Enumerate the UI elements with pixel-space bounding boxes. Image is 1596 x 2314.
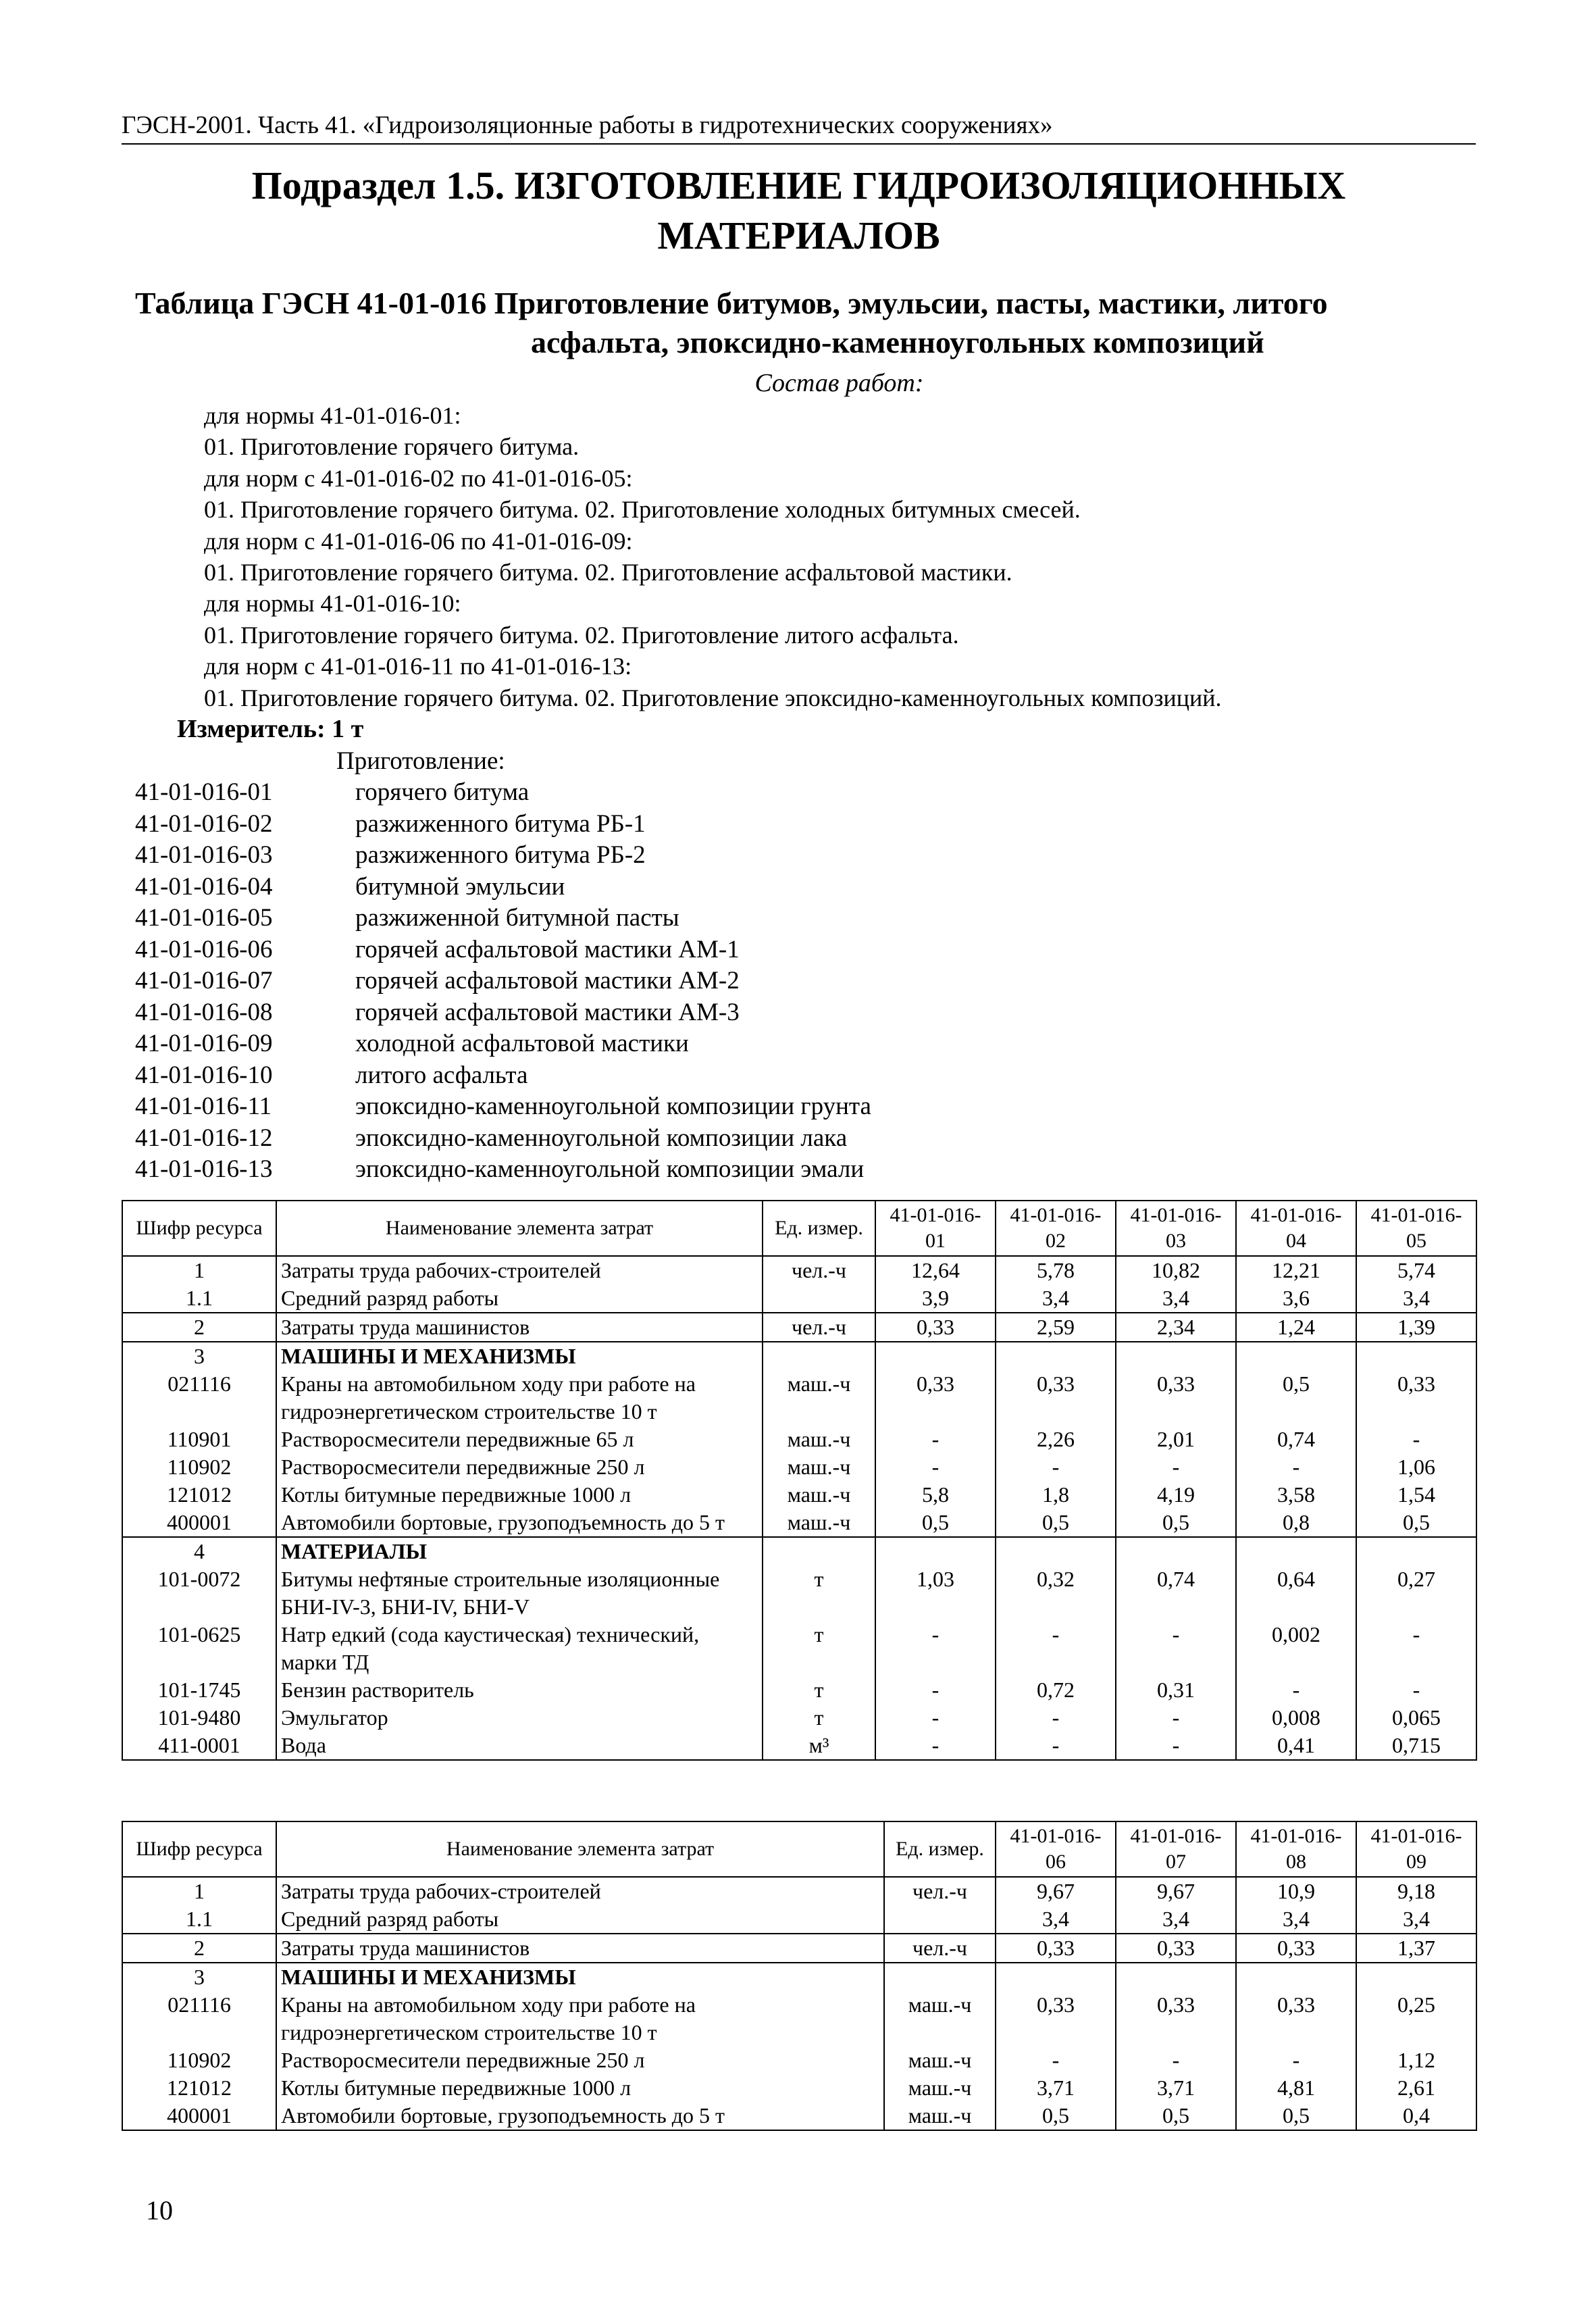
section-title: МАТЕРИАЛЫ <box>276 1537 763 1565</box>
row-name: Битумы нефтяные строительные изоляционные БНИ-IV-3, БНИ-IV, БНИ-V <box>276 1565 763 1621</box>
col-header-unit: Ед. измер. <box>763 1201 875 1256</box>
row-value: 2,34 <box>1116 1313 1236 1342</box>
row-code: 400001 <box>122 1509 276 1537</box>
col-header-norm: 41-01-016-09 <box>1356 1821 1476 1877</box>
norm-name: разжиженного битума РБ-2 <box>355 841 646 869</box>
table-row <box>122 1732 1476 1760</box>
subsection-title-line1: Подраздел 1.5. ИЗГОТОВЛЕНИЕ ГИДРОИЗОЛЯЦИОННЫХ <box>251 164 1346 207</box>
row-value <box>1116 1342 1236 1370</box>
row-unit: маш.-ч <box>884 1991 996 2046</box>
norm-row <box>135 809 1283 840</box>
row-value: 0,27 <box>1356 1565 1476 1621</box>
row-value: 3,9 <box>875 1284 996 1313</box>
row-unit: маш.-ч <box>763 1426 875 1453</box>
row-value: 1,06 <box>1356 1453 1476 1481</box>
row-value: 9,67 <box>996 1877 1116 1905</box>
row-name: Котлы битумные передвижные 1000 л <box>276 2074 884 2102</box>
norm-code: 41-01-016-04 <box>135 872 273 901</box>
norm-code: 41-01-016-13 <box>135 1155 273 1183</box>
row-value: 3,4 <box>1356 1284 1476 1313</box>
subsection-title <box>122 161 1476 261</box>
row-value: 0,33 <box>1116 1991 1236 2046</box>
col-header-code: Шифр ресурса <box>122 1821 276 1877</box>
row-name: Краны на автомобильном ходу при работе на гидроэнергетическом строительстве 10 т <box>276 1370 763 1426</box>
norm-code: 41-01-016-01 <box>135 778 273 806</box>
row-value: 0,5 <box>1356 1509 1476 1537</box>
row-unit: т <box>763 1621 875 1676</box>
norm-code: 41-01-016-05 <box>135 904 273 932</box>
row-value: 0,33 <box>996 1370 1116 1426</box>
resource-table-2 <box>122 1821 1477 2131</box>
norm-name: горячей асфальтовой мастики АМ-2 <box>355 967 740 995</box>
row-value: 3,4 <box>996 1284 1116 1313</box>
row-value: 4,81 <box>1236 2074 1356 2102</box>
work-line: 01. Приготовление горячего битума. 02. Приготовление холодных битумных смесей. <box>204 496 1081 524</box>
row-value: - <box>875 1426 996 1453</box>
row-value: 0,5 <box>1116 2102 1236 2130</box>
row-name: Затраты труда машинистов <box>276 1313 763 1342</box>
row-value: - <box>875 1676 996 1704</box>
row-code: 2 <box>122 1313 276 1342</box>
row-unit <box>763 1342 875 1370</box>
row-value: 0,065 <box>1356 1704 1476 1732</box>
row-value: 3,4 <box>1116 1284 1236 1313</box>
meter <box>177 713 363 745</box>
table-row <box>122 2102 1476 2130</box>
section-title: МАШИНЫ И МЕХАНИЗМЫ <box>276 1342 763 1370</box>
row-value: 0,33 <box>875 1370 996 1426</box>
page-number: 10 <box>146 2195 173 2225</box>
row-value: - <box>996 1453 1116 1481</box>
work-line: 01. Приготовление горячего битума. <box>204 433 580 461</box>
row-code: 110902 <box>122 2046 276 2074</box>
row-unit <box>884 1963 996 1991</box>
row-value <box>875 1537 996 1565</box>
row-value: - <box>1236 1453 1356 1481</box>
row-value: 2,61 <box>1356 2074 1476 2102</box>
row-value: 0,8 <box>1236 1509 1356 1537</box>
row-value: 3,4 <box>1356 1905 1476 1934</box>
norm-code: 41-01-016-02 <box>135 809 273 838</box>
norm-name: эпоксидно-каменноугольной композиции грунта <box>355 1092 871 1120</box>
col-header-norm: 41-01-016-01 <box>875 1201 996 1256</box>
col-header-norm: 41-01-016-02 <box>996 1201 1116 1256</box>
row-code: 101-1745 <box>122 1676 276 1704</box>
row-unit: маш.-ч <box>763 1509 875 1537</box>
preparation-label: Приготовление: <box>336 747 505 775</box>
col-header-norm: 41-01-016-04 <box>1236 1201 1356 1256</box>
row-value: 3,4 <box>1116 1905 1236 1934</box>
norm-name: горячей асфальтовой мастики АМ-1 <box>355 935 740 963</box>
row-name: Автомобили бортовые, грузоподъемность до 5 т <box>276 1509 763 1537</box>
row-value: 1,54 <box>1356 1481 1476 1509</box>
row-value: - <box>996 1732 1116 1760</box>
table-title <box>135 284 1472 362</box>
row-code: 3 <box>122 1963 276 1991</box>
row-value: 0,33 <box>1236 1991 1356 2046</box>
work-line: для нормы 41-01-016-01: <box>204 402 461 429</box>
row-value: 0,41 <box>1236 1732 1356 1760</box>
norm-code: 41-01-016-03 <box>135 841 273 869</box>
row-value: 0,4 <box>1356 2102 1476 2130</box>
norm-name: эпоксидно-каменноугольной композиции лака <box>355 1124 848 1152</box>
work-line: 01. Приготовление горячего битума. 02. Приготовление литого асфальта. <box>204 621 959 649</box>
work-composition-heading: Состав работ: <box>754 369 924 397</box>
norm-name: разжиженного битума РБ-1 <box>355 809 646 838</box>
row-value: - <box>996 1704 1116 1732</box>
col-header-norm: 41-01-016-03 <box>1116 1201 1236 1256</box>
col-header-norm: 41-01-016-07 <box>1116 1821 1236 1877</box>
col-header-code: Шифр ресурса <box>122 1201 276 1256</box>
row-name: Автомобили бортовые, грузоподъемность до 5 т <box>276 2102 884 2130</box>
col-header-norm: 41-01-016-08 <box>1236 1821 1356 1877</box>
row-name: Растворосмесители передвижные 65 л <box>276 1426 763 1453</box>
row-value <box>996 1342 1116 1370</box>
subsection-title-line2: МАТЕРИАЛОВ <box>657 213 940 257</box>
row-value: 0,31 <box>1116 1676 1236 1704</box>
norm-row <box>135 1154 1283 1186</box>
table-section-row <box>122 1963 1476 1991</box>
row-value: 0,5 <box>1116 1509 1236 1537</box>
row-value: - <box>1116 1453 1236 1481</box>
norm-code: 41-01-016-09 <box>135 1030 273 1057</box>
row-value: - <box>1356 1621 1476 1676</box>
work-line: для нормы 41-01-016-10: <box>204 590 461 618</box>
row-value: 5,8 <box>875 1481 996 1509</box>
row-value: - <box>1356 1676 1476 1704</box>
norm-row <box>135 777 1283 809</box>
table-row <box>122 1877 1476 1905</box>
row-code: 101-0625 <box>122 1621 276 1676</box>
row-code: 2 <box>122 1934 276 1963</box>
row-code: 411-0001 <box>122 1732 276 1760</box>
work-line: 01. Приготовление горячего битума. 02. Приготовление асфальтовой мастики. <box>204 559 1012 586</box>
row-unit: м³ <box>763 1732 875 1760</box>
norm-row <box>135 903 1283 934</box>
row-value: 0,74 <box>1236 1426 1356 1453</box>
row-value: 0,32 <box>996 1565 1116 1621</box>
row-unit: т <box>763 1704 875 1732</box>
row-unit: маш.-ч <box>884 2046 996 2074</box>
row-code: 400001 <box>122 2102 276 2130</box>
row-name: Растворосмесители передвижные 250 л <box>276 1453 763 1481</box>
row-code: 1 <box>122 1877 276 1905</box>
norm-list <box>135 777 1283 1186</box>
row-code: 021116 <box>122 1370 276 1426</box>
row-unit: маш.-ч <box>763 1370 875 1426</box>
table-row <box>122 1370 1476 1426</box>
row-value: - <box>875 1732 996 1760</box>
row-value <box>996 1537 1116 1565</box>
row-code: 110901 <box>122 1426 276 1453</box>
row-unit: маш.-ч <box>884 2102 996 2130</box>
norm-row <box>135 997 1283 1029</box>
norm-code: 41-01-016-07 <box>135 967 273 995</box>
row-code: 121012 <box>122 2074 276 2102</box>
row-value: 0,5 <box>875 1509 996 1537</box>
work-line: для норм с 41-01-016-11 по 41-01-016-13: <box>204 653 632 680</box>
row-name: Средний разряд работы <box>276 1905 884 1934</box>
row-value: 0,5 <box>996 2102 1116 2130</box>
norm-name: эпоксидно-каменноугольной композиции эмали <box>355 1155 865 1183</box>
norm-name: горячей асфальтовой мастики АМ-3 <box>355 998 740 1026</box>
row-name: Затраты труда рабочих-строителей <box>276 1256 763 1284</box>
row-value: - <box>996 2046 1116 2074</box>
table-section-row <box>122 1342 1476 1370</box>
norm-name: разжиженной битумной пасты <box>355 904 679 932</box>
row-value <box>875 1342 996 1370</box>
norm-row <box>135 1091 1283 1123</box>
row-value: 0,33 <box>996 1934 1116 1963</box>
row-value <box>1116 1537 1236 1565</box>
table-title-line2: асфальта, эпоксидно-каменноугольных композиций <box>531 325 1264 359</box>
norm-row <box>135 840 1283 872</box>
row-value: 0,715 <box>1356 1732 1476 1760</box>
row-value: 0,72 <box>996 1676 1116 1704</box>
row-value: 2,01 <box>1116 1426 1236 1453</box>
table-row <box>122 1565 1476 1621</box>
row-unit: чел.-ч <box>763 1256 875 1284</box>
row-code: 101-9480 <box>122 1704 276 1732</box>
table-row <box>122 1934 1476 1963</box>
row-value <box>1236 1342 1356 1370</box>
row-unit: маш.-ч <box>884 2074 996 2102</box>
table-row <box>122 1905 1476 1934</box>
row-value: 12,64 <box>875 1256 996 1284</box>
row-value: - <box>996 1621 1116 1676</box>
row-value: 0,74 <box>1116 1565 1236 1621</box>
row-value <box>1116 1963 1236 1991</box>
col-header-unit: Ед. измер. <box>884 1821 996 1877</box>
work-line: для норм с 41-01-016-02 по 41-01-016-05: <box>204 464 633 492</box>
row-value: 0,33 <box>875 1313 996 1342</box>
row-code: 101-0072 <box>122 1565 276 1621</box>
row-value: 2,59 <box>996 1313 1116 1342</box>
row-unit: т <box>763 1565 875 1621</box>
row-value: 0,33 <box>1236 1934 1356 1963</box>
meter-value: 1 т <box>332 715 364 743</box>
table-row <box>122 1509 1476 1537</box>
header-rule <box>122 143 1476 145</box>
row-name: Средний разряд работы <box>276 1284 763 1313</box>
row-unit: маш.-ч <box>763 1453 875 1481</box>
row-unit <box>763 1284 875 1313</box>
row-value <box>996 1963 1116 1991</box>
meter-label: Измеритель: <box>177 715 326 743</box>
norm-row <box>135 872 1283 903</box>
row-value: 1,03 <box>875 1565 996 1621</box>
row-value: 0,5 <box>1236 1370 1356 1426</box>
row-code: 4 <box>122 1537 276 1565</box>
row-code: 1.1 <box>122 1284 276 1313</box>
row-value: - <box>1116 1704 1236 1732</box>
row-value: 1,39 <box>1356 1313 1476 1342</box>
row-value: 12,21 <box>1236 1256 1356 1284</box>
row-unit: чел.-ч <box>884 1877 996 1905</box>
row-value: - <box>1356 1426 1476 1453</box>
row-value: - <box>1116 1621 1236 1676</box>
table-row <box>122 1313 1476 1342</box>
running-header: ГЭСН-2001. Часть 41. «Гидроизоляционные работы в гидротехнических сооружениях» <box>122 111 1053 139</box>
row-unit: чел.-ч <box>763 1313 875 1342</box>
row-value: 0,002 <box>1236 1621 1356 1676</box>
row-value: - <box>875 1621 996 1676</box>
norm-name: литого асфальта <box>355 1061 528 1089</box>
table-row <box>122 1991 1476 2046</box>
row-value: 5,74 <box>1356 1256 1476 1284</box>
row-value: 3,4 <box>996 1905 1116 1934</box>
col-header-norm: 41-01-016-05 <box>1356 1201 1476 1256</box>
col-header-norm: 41-01-016-06 <box>996 1821 1116 1877</box>
norm-code: 41-01-016-10 <box>135 1061 273 1089</box>
norm-name: холодной асфальтовой мастики <box>355 1030 689 1057</box>
row-value: 0,5 <box>996 1509 1116 1537</box>
row-value: 1,8 <box>996 1481 1116 1509</box>
row-unit <box>884 1905 996 1934</box>
norm-row <box>135 1123 1283 1155</box>
row-name: Эмульгатор <box>276 1704 763 1732</box>
row-value: 1,12 <box>1356 2046 1476 2074</box>
row-value: 3,71 <box>996 2074 1116 2102</box>
col-header-name: Наименование элемента затрат <box>276 1821 884 1877</box>
norm-name: горячего битума <box>355 778 530 806</box>
table-title-line1: Таблица ГЭСН 41-01-016 Приготовление битумов, эмульсии, пасты, мастики, литого <box>135 286 1328 320</box>
row-value <box>1356 1963 1476 1991</box>
norm-code: 41-01-016-11 <box>135 1092 272 1120</box>
row-value: 1,37 <box>1356 1934 1476 1963</box>
table-row <box>122 2046 1476 2074</box>
row-code: 121012 <box>122 1481 276 1509</box>
row-value: 4,19 <box>1116 1481 1236 1509</box>
row-value: 0,25 <box>1356 1991 1476 2046</box>
norm-code: 41-01-016-08 <box>135 998 273 1026</box>
row-value: 5,78 <box>996 1256 1116 1284</box>
row-value: 0,33 <box>1356 1370 1476 1426</box>
row-unit: т <box>763 1676 875 1704</box>
table-row <box>122 1284 1476 1313</box>
norm-code: 41-01-016-06 <box>135 935 273 963</box>
row-code: 3 <box>122 1342 276 1370</box>
row-value <box>1236 1963 1356 1991</box>
row-value: - <box>1116 1732 1236 1760</box>
work-line: 01. Приготовление горячего битума. 02. Приготовление эпоксидно-каменноугольных композиций. <box>204 684 1222 711</box>
row-value <box>1356 1537 1476 1565</box>
row-code: 1.1 <box>122 1905 276 1934</box>
row-name: Краны на автомобильном ходу при работе на гидроэнергетическом строительстве 10 т <box>276 1991 884 2046</box>
section-title: МАШИНЫ И МЕХАНИЗМЫ <box>276 1963 884 1991</box>
row-value: 0,008 <box>1236 1704 1356 1732</box>
row-value: - <box>875 1453 996 1481</box>
row-value: 9,67 <box>1116 1877 1236 1905</box>
row-name: Затраты труда рабочих-строителей <box>276 1877 884 1905</box>
row-code: 1 <box>122 1256 276 1284</box>
table-row <box>122 1704 1476 1732</box>
table-row <box>122 2074 1476 2102</box>
row-unit: маш.-ч <box>763 1481 875 1509</box>
row-value: 0,33 <box>996 1991 1116 2046</box>
row-name: Затраты труда машинистов <box>276 1934 884 1963</box>
table-row <box>122 1426 1476 1453</box>
row-unit <box>763 1537 875 1565</box>
row-value: 3,58 <box>1236 1481 1356 1509</box>
norm-row <box>135 965 1283 997</box>
col-header-name: Наименование элемента затрат <box>276 1201 763 1256</box>
row-value: 0,33 <box>1116 1934 1236 1963</box>
row-value: 10,9 <box>1236 1877 1356 1905</box>
row-value: - <box>875 1704 996 1732</box>
row-value: 3,71 <box>1116 2074 1236 2102</box>
row-name: Растворосмесители передвижные 250 л <box>276 2046 884 2074</box>
norm-name: битумной эмульсии <box>355 872 565 901</box>
row-name: Вода <box>276 1732 763 1760</box>
row-value: 0,5 <box>1236 2102 1356 2130</box>
norm-row <box>135 934 1283 966</box>
work-line: для норм с 41-01-016-06 по 41-01-016-09: <box>204 527 633 555</box>
norm-row <box>135 1060 1283 1092</box>
norm-row <box>135 1028 1283 1060</box>
table-row <box>122 1621 1476 1676</box>
table-section-row <box>122 1537 1476 1565</box>
table-row <box>122 1453 1476 1481</box>
row-name: Котлы битумные передвижные 1000 л <box>276 1481 763 1509</box>
row-value: 3,4 <box>1236 1905 1356 1934</box>
row-value: 0,64 <box>1236 1565 1356 1621</box>
row-value: 1,24 <box>1236 1313 1356 1342</box>
table-row <box>122 1256 1476 1284</box>
row-value: 3,6 <box>1236 1284 1356 1313</box>
row-name: Бензин растворитель <box>276 1676 763 1704</box>
table-row <box>122 1481 1476 1509</box>
norm-code: 41-01-016-12 <box>135 1124 273 1152</box>
row-unit: чел.-ч <box>884 1934 996 1963</box>
row-value: 0,33 <box>1116 1370 1236 1426</box>
row-value: - <box>1236 2046 1356 2074</box>
row-value: 10,82 <box>1116 1256 1236 1284</box>
row-value: 9,18 <box>1356 1877 1476 1905</box>
row-name: Натр едкий (сода каустическая) технический, марки ТД <box>276 1621 763 1676</box>
resource-table-1 <box>122 1200 1477 1761</box>
work-composition-list <box>204 400 1474 713</box>
row-value <box>1236 1537 1356 1565</box>
row-value: 2,26 <box>996 1426 1116 1453</box>
row-code: 110902 <box>122 1453 276 1481</box>
row-value <box>1356 1342 1476 1370</box>
row-value: - <box>1236 1676 1356 1704</box>
row-code: 021116 <box>122 1991 276 2046</box>
table-row <box>122 1676 1476 1704</box>
row-value: - <box>1116 2046 1236 2074</box>
